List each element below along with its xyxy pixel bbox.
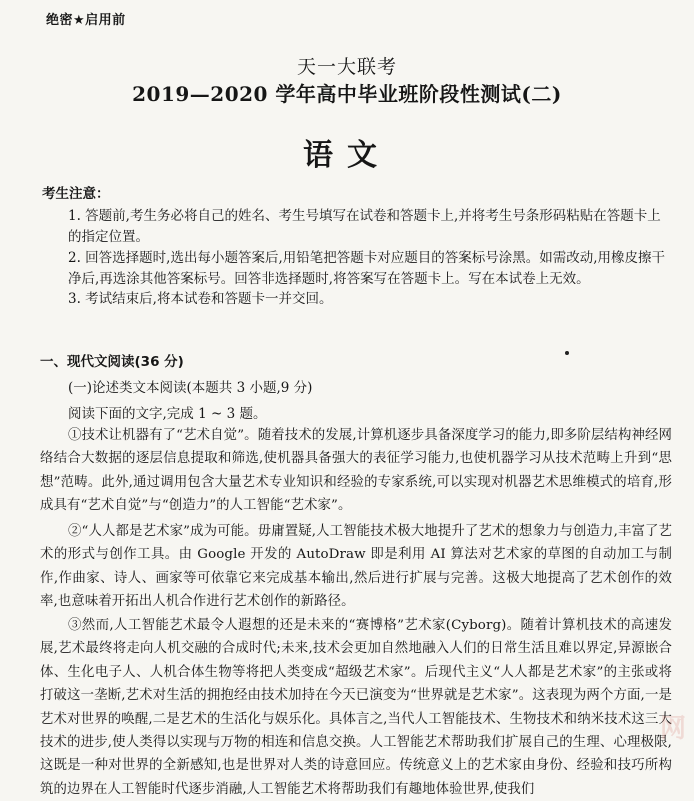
passage-paragraph: ③然而,人工智能艺术最令人遐想的还是未来的“赛博格”艺术家(Cyborg)。随着计算机技术的高速发展,艺术最终将走向人机交融的合成时代;未来,技术会更加自然地融入人们的日常生活且难以界定,异源嵌合体、生化电子人、人机合体生物等将把人类变成“超级艺术家”。后现代主义“人人都是艺术家”的主张或将打破这一垄断,艺术对生活的拥抱经由技术加持在今天已演变为“世界就是艺术家”。这表现为两个方面,一是艺术对世界的唤醒,二是艺术的生活化与娱乐化。具体言之,当代人工智能技术、生物技术和纳米技术这三大技术的进步,使人类得以实现与万物的相连和信息交换。人工智能艺术帮助我们扩展自己的生理、心理极限,这既是一种对世界的全新感知,也是世界对人类的诗意回应。传统意义上的艺术家由身份、经验和技巧所构筑的边界在人工智能时代逐步消融,人工智能艺术将帮助我们有趣地体验世界,使我们 [40, 618, 672, 797]
section-subheading: (一)论述类文本阅读(本题共 3 小题,9 分) [68, 380, 313, 396]
exam-name: 天一大联考 [296, 56, 397, 78]
watermark: 网 [659, 714, 688, 744]
section-heading: 一、现代文阅读(36 分) [40, 354, 184, 370]
exam-title: 2019—2020 学年高中毕业班阶段性测试(二) [132, 82, 562, 106]
notice-item: 3. 考试结束后,将本试卷和答题卡一并交回。 [68, 291, 333, 307]
notice-item: 2. 回答选择题时,选出每小题答案后,用铅笔把答题卡对应题目的答案标号涂黑。如需改动,用橡皮擦干净后,再选涂其他答案标号。回答非选择题时,将答案写在答题卡上。写在本试卷上无效。 [68, 250, 666, 287]
print-speck [565, 351, 569, 355]
passage-paragraph: ②“人人都是艺术家”成为可能。毋庸置疑,人工智能技术极大地提升了艺术的想象力与创造力,丰富了艺术的形式与创作工具。由 Google 开发的 AutoDraw 即是利用 AI 算法对艺术家的草图的自动加工与制作,作曲家、诗人、画家等可依靠它来完成基本输出,然后进行扩展与完善。这极大地提高了艺术创作的效率,也意味着开拓出人机合作进行艺术创作的新路径。 [40, 524, 672, 610]
subject-title: 语文 [303, 138, 391, 173]
notice-heading: 考生注意： [42, 186, 110, 202]
notice-item: 1. 答题前,考生务必将自己的姓名、考生号填写在试卷和答题卡上,并将考生号条形码粘贴在答题卡上的指定位置。 [68, 208, 661, 245]
reading-instruction: 阅读下面的文字,完成 1 ~ 3 题。 [68, 406, 267, 422]
passage-paragraph: ①技术让机器有了“艺术自觉”。随着技术的发展,计算机逐步具备深度学习的能力,即多阶层结构神经网络结合大数据的逐层信息提取和筛选,使机器具备强大的表征学习能力,也使机器学习从技术范畴上升到“思想”范畴。此外,通过调用包含大量艺术专业知识和经验的专家系统,可以实现对机器艺术思维模式的培育,形成具有“艺术自觉”与“创造力”的人工智能“艺术家”。 [40, 428, 672, 514]
secret-mark: 绝密★启用前 [46, 13, 126, 28]
